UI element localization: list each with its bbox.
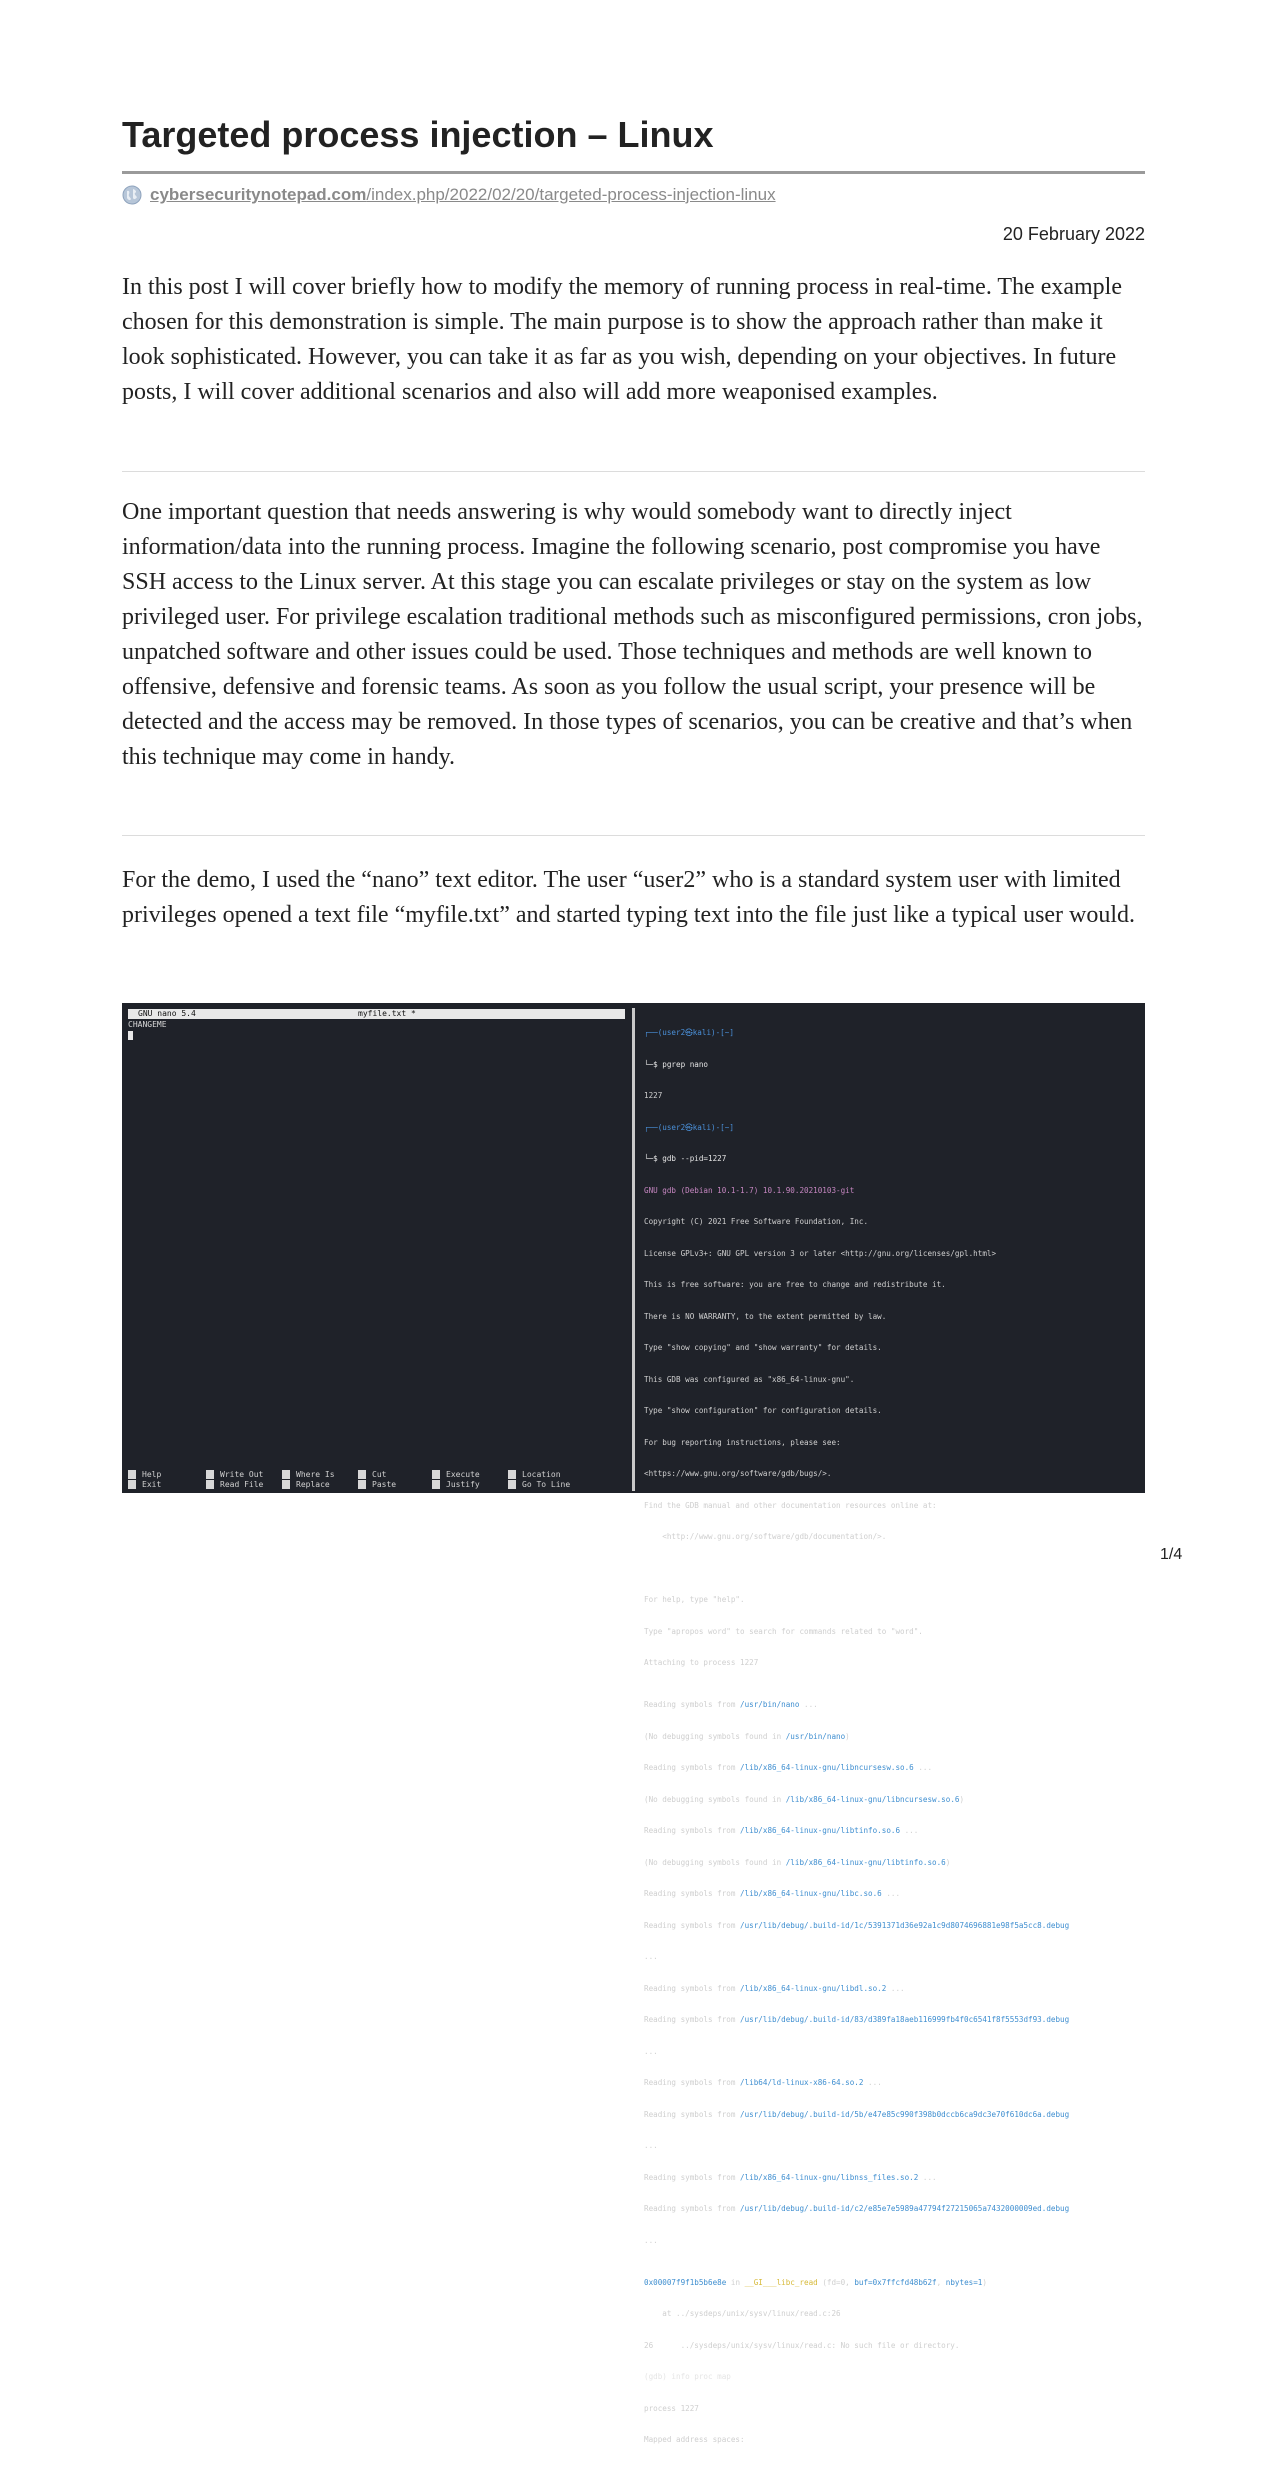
title-divider (122, 171, 1145, 174)
terminal-line: 1227 (644, 1091, 663, 1100)
terminal-line: process 1227 (644, 2403, 699, 2413)
shortcut-read-file: Read File (206, 1480, 263, 1490)
pane-divider (632, 1008, 635, 1491)
shortcut-location: Location (508, 1470, 561, 1480)
terminal-line: Reading symbols from /lib64/ld-linux-x86-64.so.2 ... (644, 2078, 882, 2087)
terminal-line: Mapped address spaces: (644, 2435, 745, 2444)
shortcut-paste: Paste (358, 1480, 396, 1490)
terminal-line: Reading symbols from /usr/bin/nano ... (644, 1700, 818, 1709)
shortcut-write-out: Write Out (206, 1470, 263, 1480)
source-link[interactable] (150, 185, 776, 205)
section-divider (122, 835, 1145, 836)
terminal-line: 26 ../sysdeps/unix/sysv/linux/read.c: No such file or directory. (644, 2340, 960, 2350)
publish-date: 20 February 2022 (1002, 224, 1145, 244)
nano-content-line: CHANGEME (128, 1020, 167, 1029)
shortcut-execute: Execute (432, 1470, 480, 1480)
shortcut-justify: Justify (432, 1480, 480, 1490)
terminal-line: Reading symbols from /usr/lib/debug/.build-id/c2/e85e7e5989a47794f27215065a7432000009ed.debug (644, 2204, 1070, 2213)
gdb-banner: GNU gdb (Debian 10.1-1.7) 10.1.90.20210103-git (644, 1185, 855, 1195)
section-divider (122, 471, 1145, 472)
url-domain: cybersecuritynotepad.com (150, 185, 367, 204)
terminal-line: Reading symbols from /lib/x86_64-linux-gnu/libncursesw.so.6 ... (644, 1763, 933, 1772)
paragraph-intro: In this post I will cover briefly how to modify the memory of running process in real-time. The example chosen for this demonstration is simple. The main purpose is to show the approach rather than make it look sophisticated. However, you can take it as far as you wish, depending on your objectives. In future posts, I will cover additional scenarios and also will add more weaponised examples. (122, 274, 1122, 405)
terminal-line: ... (644, 1952, 658, 1961)
terminal-line: Copyright (C) 2021 Free Software Foundation, Inc. (644, 1217, 869, 1226)
terminal-line: <https://www.gnu.org/software/gdb/bugs/>. (644, 1469, 832, 1478)
paragraph-motivation: One important question that needs answering is why would somebody want to directly inject information/data into the running process. Imagine the following scenario, post compromise you have SSH access to the Linux server. At this stage you can escalate privileges or stay on the system as low privileged user. For privilege escalation traditional methods such as misconfigured permissions, cron jobs, unpatched software and other issues could be used. Those techniques and methods are well known to offensive, defensive and forensic teams. As soon as you follow the usual script, your presence will be detected and the access may be removed. In those types of scenarios, you can be creative and that’s when this technique may come in handy. (122, 499, 1143, 770)
article-title: Targeted process injection – Linux (122, 114, 714, 155)
shell-prompt: ┌──(user2㉿kali)-[~] (644, 1028, 734, 1037)
shortcut-exit: Exit (128, 1480, 161, 1490)
terminal-line: Attaching to process 1227 (644, 1658, 759, 1667)
terminal-line: Reading symbols from /lib/x86_64-linux-gnu/libc.so.6 ... (644, 1889, 901, 1898)
terminal-line: ... (644, 2141, 658, 2150)
paragraph-demo: For the demo, I used the “nano” text editor. The user “user2” who is a standard system user with limited privileges opened a text file “myfile.txt” and started typing text into the file just like a typical user would. (122, 867, 1136, 928)
gdb-terminal-pane (644, 1007, 1142, 2444)
terminal-line: Reading symbols from /lib/x86_64-linux-gnu/libnss_files.so.2 ... (644, 2172, 937, 2182)
text-cursor (128, 1031, 133, 1040)
terminal-line: There is NO WARRANTY, to the extent permitted by law. (644, 1311, 887, 1321)
shortcut-cut: Cut (358, 1470, 386, 1480)
source-url (122, 184, 776, 206)
terminal-line: Type "show configuration" for configuration details. (644, 1406, 882, 1415)
terminal-line: (No debugging symbols found in /usr/bin/nano) (644, 1731, 850, 1741)
shell-command: └─$ gdb --pid=1227 (644, 1154, 727, 1163)
page-number: 1/4 (1160, 1546, 1183, 1563)
terminal-line: Reading symbols from /lib/x86_64-linux-gnu/libdl.so.2 ... (644, 1983, 905, 1993)
stack-frame-line: 0x00007f9f1b5b6e8e in __GI___libc_read (fd=0, buf=0x7ffcfd48b62f, nbytes=1) (644, 2277, 987, 2287)
shortcut-replace: Replace (282, 1480, 330, 1490)
terminal-line: License GPLv3+: GNU GPL version 3 or later <http://gnu.org/licenses/gpl.html> (644, 1248, 997, 1258)
terminal-line: Type "show copying" and "show warranty" for details. (644, 1343, 882, 1352)
terminal-line: Reading symbols from /lib/x86_64-linux-gnu/libtinfo.so.6 ... (644, 1826, 919, 1835)
globe-icon (122, 185, 142, 205)
shortcut-where-is: Where Is (282, 1470, 335, 1480)
terminal-line: (No debugging symbols found in /lib/x86_64-linux-gnu/libtinfo.so.6) (644, 1857, 951, 1867)
shortcut-go-to-line: Go To Line (508, 1480, 570, 1490)
terminal-line: <http://www.gnu.org/software/gdb/documentation/>. (644, 1532, 887, 1541)
nano-title-bar (128, 1009, 625, 1019)
shortcut-help: Help (128, 1470, 161, 1480)
terminal-line: at ../sysdeps/unix/sysv/linux/read.c:26 (644, 2309, 841, 2318)
gdb-command-line: (gdb) info proc map (644, 2372, 731, 2381)
nano-editor-pane (122, 1003, 627, 1493)
terminal-line: This GDB was configured as "x86_64-linux-gnu". (644, 1374, 855, 1384)
terminal-line: Find the GDB manual and other documentation resources online at: (644, 1500, 937, 1510)
terminal-line: For bug reporting instructions, please see: (644, 1437, 841, 1447)
terminal-line: ... (644, 2235, 658, 2245)
terminal-line: Type "apropos word" to search for commands related to "word". (644, 1626, 923, 1636)
nano-file-label: myfile.txt * (358, 1009, 416, 1018)
terminal-line: Reading symbols from /usr/lib/debug/.build-id/5b/e47e85c990f398b0dccb6ca9dc3e70f610dc6a.debug (644, 2109, 1070, 2119)
url-path: /index.php/2022/02/20/targeted-process-injection-linux (366, 185, 776, 204)
terminal-line: ... (644, 2046, 658, 2056)
terminal-screenshot (122, 1003, 1145, 2444)
nano-shortcut-bar (128, 1470, 628, 1492)
terminal-line: For help, type "help". (644, 1595, 745, 1604)
shell-prompt: ┌──(user2㉿kali)-[~] (644, 1122, 734, 1132)
nano-app-label: GNU nano 5.4 (138, 1009, 196, 1018)
shell-command: └─$ pgrep nano (644, 1059, 709, 1069)
terminal-line: Reading symbols from /usr/lib/debug/.build-id/83/d389fa18aeb116999fb4f0c6541f8f5553df93.debug (644, 2015, 1070, 2024)
terminal-line: This is free software: you are free to change and redistribute it. (644, 1280, 946, 1289)
blank-line (644, 1564, 1142, 1575)
terminal-line: (No debugging symbols found in /lib/x86_64-linux-gnu/libncursesw.so.6) (644, 1794, 965, 1804)
terminal-line: Reading symbols from /usr/lib/debug/.build-id/1c/5391371d36e92a1c9d8074696881e98f5a5cc8.debug (644, 1920, 1070, 1930)
